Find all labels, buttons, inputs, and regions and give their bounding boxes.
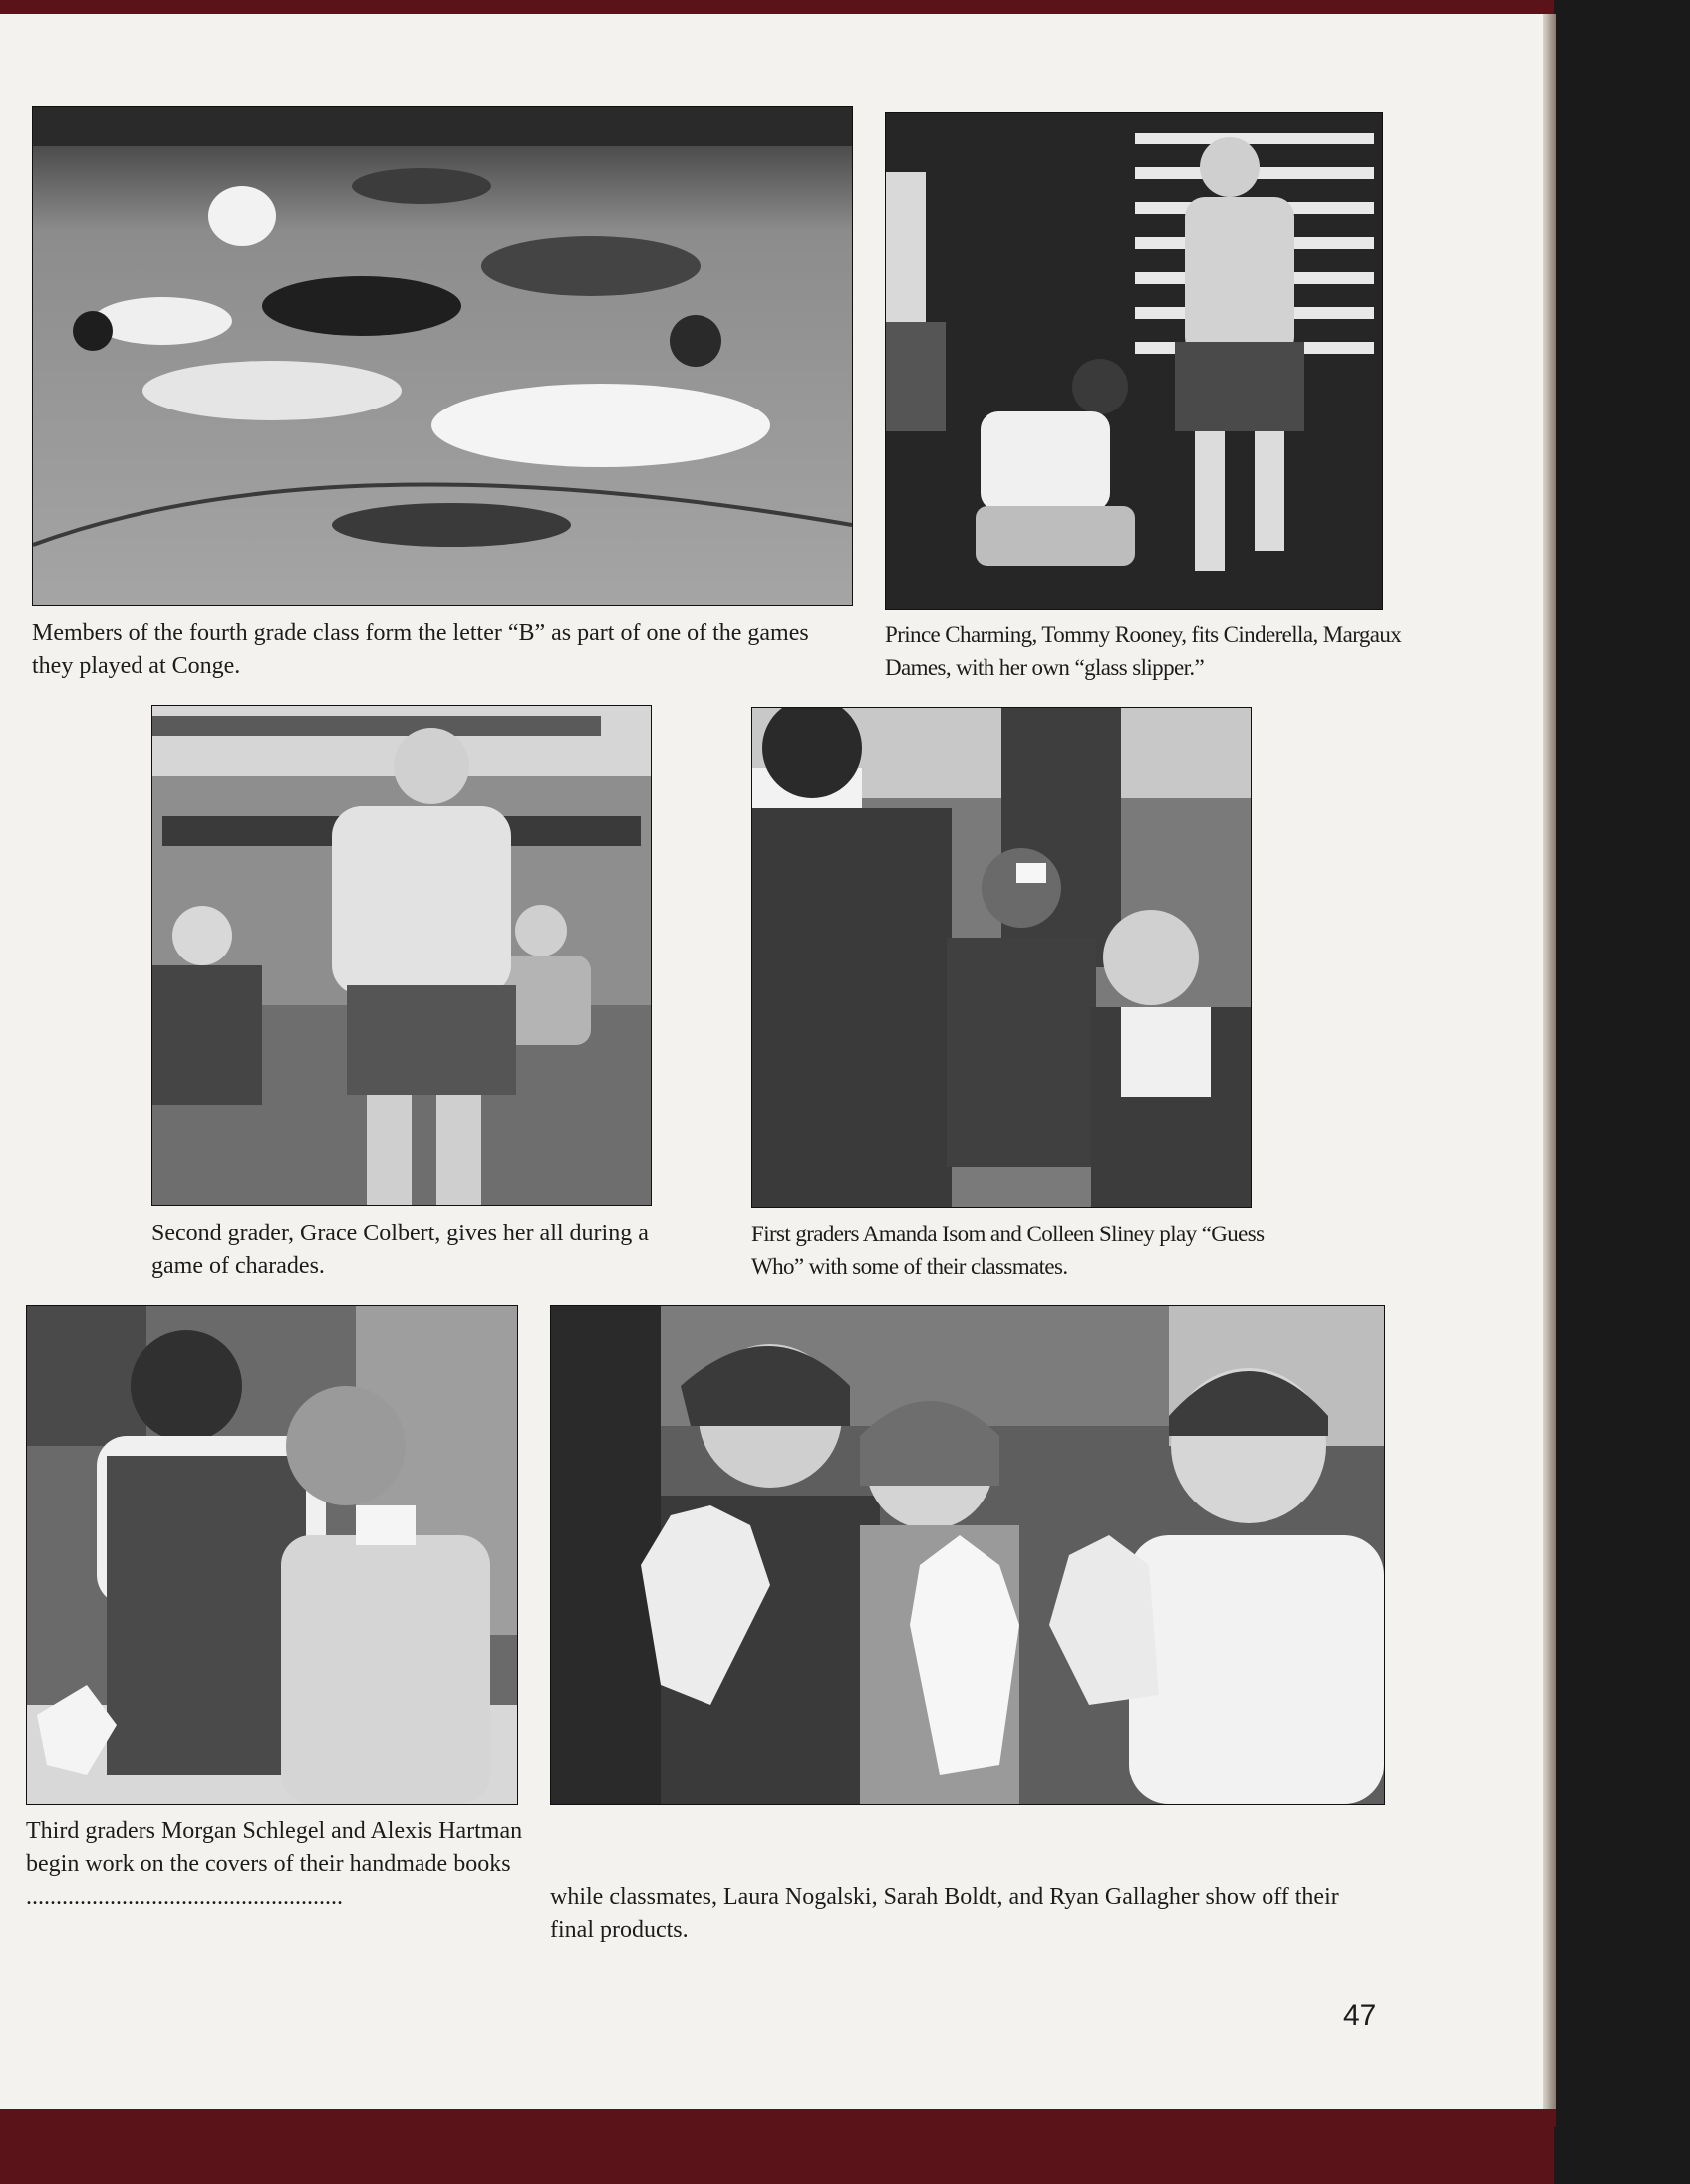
caption-second-grader-charades: Second grader, Grace Colbert, gives her all during a game of charades.: [151, 1221, 649, 1279]
final-products-image: [551, 1306, 1384, 1804]
caption-fourth-grade-letter-b: Members of the fourth grade class form the letter “B” as part of one of the games they played at Conge.: [32, 620, 809, 679]
caption-prince-charming-cinderella: Prince Charming, Tommy Rooney, fits Cinderella, Margaux Dames, with her own “glass slipper.”: [885, 622, 1402, 680]
photo-final-products: [550, 1305, 1385, 1805]
photo-fourth-grade-letter-b: [32, 106, 853, 606]
guess-who-image: [752, 708, 1251, 1207]
cinderella-image: [886, 113, 1382, 609]
gym-floor-image: [33, 107, 852, 605]
photo-third-graders-handmade-books: [26, 1305, 518, 1805]
caption-first-graders-guess-who: First graders Amanda Isom and Colleen Sliney play “Guess Who” with some of their classmates.: [751, 1222, 1265, 1279]
caption-final-products: while classmates, Laura Nogalski, Sarah Boldt, and Ryan Gallagher show off their final products.: [550, 1884, 1339, 1943]
photo-first-graders-guess-who: [751, 707, 1252, 1208]
page-edge: [1543, 14, 1556, 2109]
page-number: 47: [1343, 1999, 1377, 2032]
handmade-books-image: [27, 1306, 517, 1804]
caption-third-graders-handmade-books: Third graders Morgan Schlegel and Alexis Hartman begin work on the covers of their handmade books .....................................................: [26, 1818, 523, 1910]
photo-prince-charming-cinderella: [885, 112, 1383, 610]
photo-second-grader-charades: [151, 705, 652, 1206]
bottom-edge: [0, 2109, 1556, 2127]
charades-image: [152, 706, 651, 1205]
